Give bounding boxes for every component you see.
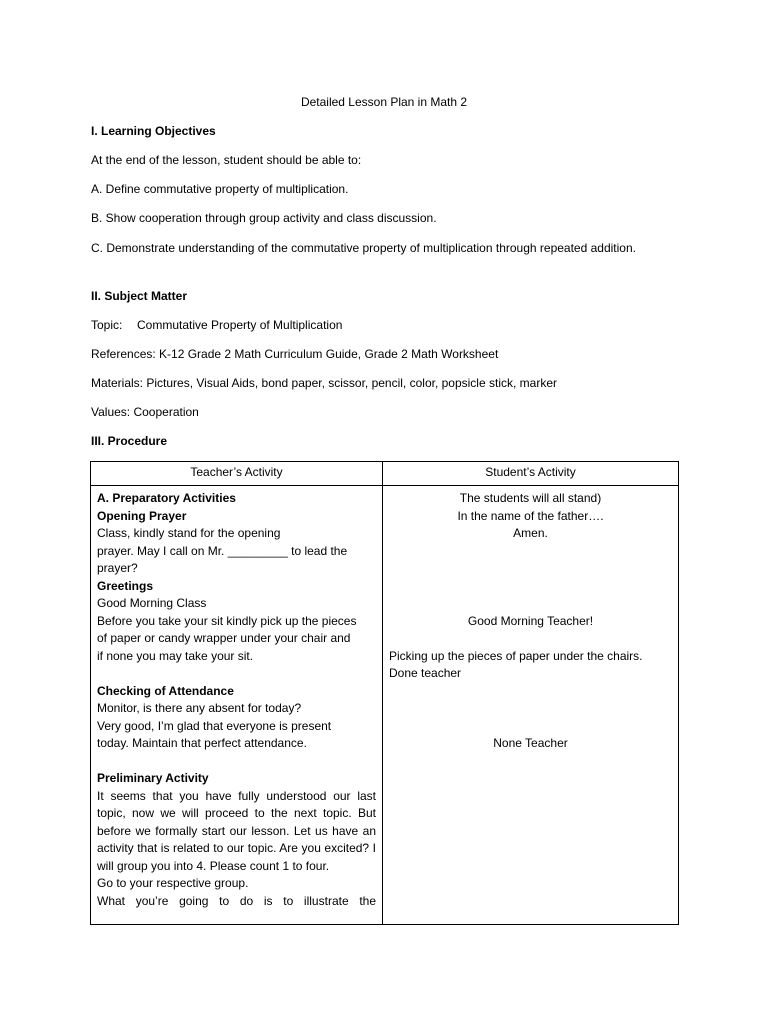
document-title: Detailed Lesson Plan in Math 2 <box>300 95 468 109</box>
table-header-row <box>91 462 679 486</box>
topic-line <box>91 317 677 335</box>
objectives-heading: I. Learning Objectives <box>91 124 216 138</box>
teacher-text-line: Good Morning Class <box>97 596 207 610</box>
opening-prayer-heading: Opening Prayer <box>97 508 187 523</box>
procedure-table <box>90 461 679 925</box>
values-line: Values: Cooperation <box>91 405 199 419</box>
student-text-line: In the name of the father…. <box>457 508 604 523</box>
subject-matter-heading: II. Subject Matter <box>91 289 188 303</box>
student-activity-cell <box>383 486 679 925</box>
student-none-response: None Teacher <box>493 736 568 750</box>
objective-item-a: A. Define commutative property of multiplication. <box>91 182 349 196</box>
objectives-intro: At the end of the lesson, student should be able to: <box>91 153 362 167</box>
preliminary-paragraph: It seems that you have fully understood our last topic, now we will proceed to the next topic. But before we formally start our lesson. Let us have an activity that is related to our topic. Are you excited? I will group you into 4. Please count 1 to four. <box>97 788 376 873</box>
materials-line: Materials: Pictures, Visual Aids, bond paper, scissor, pencil, color, popsicle stick, marker <box>91 376 557 390</box>
table-row <box>91 486 679 925</box>
teacher-text-line: What you’re going to do is to illustrate the <box>97 893 376 908</box>
preparatory-heading: A. Preparatory Activities <box>97 491 236 505</box>
teacher-activity-cell <box>91 486 383 925</box>
procedure-heading: III. Procedure <box>91 434 168 448</box>
student-greeting: Good Morning Teacher! <box>467 613 594 628</box>
student-text-line: Done teacher <box>389 666 462 680</box>
teacher-text-line: if none you may take your sit. <box>97 648 254 663</box>
references-line: References: K-12 Grade 2 Math Curriculum Guide, Grade 2 Math Worksheet <box>91 347 499 361</box>
topic-label: Topic: <box>91 318 123 332</box>
teacher-text-line: prayer. May I call on Mr. _________ to lead the <box>97 543 348 558</box>
student-text-line: Amen. <box>513 526 548 540</box>
column-header-teacher: Teacher’s Activity <box>91 462 383 486</box>
teacher-text-line: prayer? <box>97 561 138 575</box>
greetings-heading: Greetings <box>97 578 154 593</box>
objective-item-c: C. Demonstrate understanding of the commutative property of multiplication through repeated addition. <box>91 241 636 255</box>
teacher-text-line: Monitor, is there any absent for today? <box>97 701 302 715</box>
teacher-text-line: Class, kindly stand for the opening <box>97 526 281 540</box>
teacher-text-line: Go to your respective group. <box>97 876 249 890</box>
topic-value: Commutative Property of Multiplication <box>137 318 343 332</box>
teacher-text-line: of paper or candy wrapper under your chair and <box>97 631 351 645</box>
objective-item-b: B. Show cooperation through group activity and class discussion. <box>91 211 437 225</box>
teacher-text-line: Before you take your sit kindly pick up the pieces <box>97 613 357 628</box>
student-text-line: The students will all stand) <box>459 491 602 505</box>
teacher-text-line: today. Maintain that perfect attendance. <box>97 736 307 750</box>
teacher-text-line: Very good, I’m glad that everyone is present <box>97 718 332 733</box>
preliminary-heading: Preliminary Activity <box>97 771 209 785</box>
attendance-heading: Checking of Attendance <box>97 683 234 698</box>
student-text-line: Picking up the pieces of paper under the chairs. <box>389 648 643 663</box>
column-header-student: Student’s Activity <box>383 462 679 486</box>
